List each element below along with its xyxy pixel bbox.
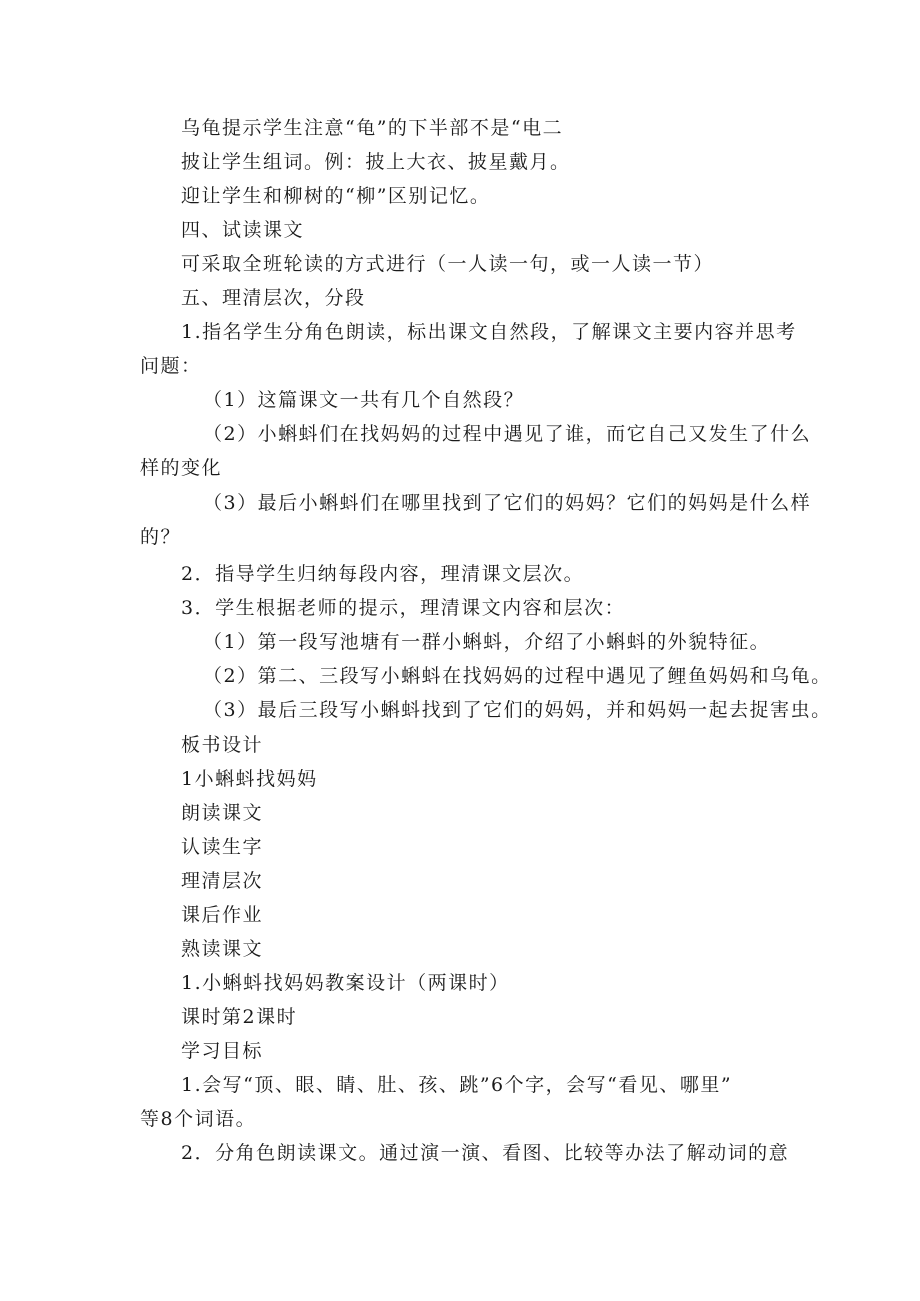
text-line: （3）最后小蝌蚪们在哪里找到了它们的妈妈？它们的妈妈是什么样 — [203, 492, 812, 514]
section-heading: 五、理清层次，分段 — [181, 287, 366, 309]
text-line: 1.指名学生分角色朗读，标出课文自然段，了解课文主要内容并思考 — [181, 321, 797, 343]
text-line: 朗读课文 — [181, 802, 264, 824]
text-line: （3）最后三段写小蝌蚪找到了它们的妈妈，并和妈妈一起去捉害虫。 — [203, 699, 832, 721]
text-line: 3．学生根据老师的提示，理清课文内容和层次： — [181, 597, 626, 619]
section-heading: 1.小蝌蚪找妈妈教案设计（两课时） — [181, 972, 510, 994]
text-line: 乌龟提示学生注意“龟”的下半部不是“电二 — [181, 117, 564, 139]
text-line: 1.会写“顶、眼、睛、肚、孩、跳”6个字，会写“看见、哪里” — [181, 1074, 733, 1096]
text-line: （1）这篇课文一共有几个自然段？ — [203, 389, 525, 411]
text-line: 认读生字 — [181, 836, 264, 858]
text-line: 理清层次 — [181, 870, 264, 892]
text-line: （2）小蝌蚪们在找妈妈的过程中遇见了谁，而它自己又发生了什么 — [203, 423, 812, 445]
text-line: 样的变化 — [140, 457, 223, 479]
text-line: 披让学生组词。例：披上大衣、披星戴月。 — [181, 151, 571, 173]
text-line: 课后作业 — [181, 904, 264, 926]
text-line: 2．分角色朗读课文。通过演一演、看图、比较等办法了解动词的意 — [181, 1142, 790, 1164]
text-line: （1）第一段写池塘有一群小蝌蚪，介绍了小蝌蚪的外貌特征。 — [203, 631, 771, 653]
section-heading: 学习目标 — [181, 1040, 264, 1062]
text-line: 熟读课文 — [181, 938, 264, 960]
text-line: 的？ — [140, 526, 182, 548]
section-heading: 四、试读课文 — [181, 219, 305, 241]
text-line: 2．指导学生归纳每段内容，理清课文层次。 — [181, 563, 585, 585]
text-line: 问题： — [140, 355, 202, 377]
section-heading: 板书设计 — [181, 734, 264, 756]
text-line: （2）第二、三段写小蝌蚪在找妈妈的过程中遇见了鲤鱼妈妈和乌龟。 — [203, 665, 832, 687]
text-line: 等8个词语。 — [140, 1108, 257, 1130]
text-line: 迎让学生和柳树的“柳”区别记忆。 — [181, 185, 491, 207]
text-line: 课时第2课时 — [181, 1006, 298, 1028]
text-line: 1小蝌蚪找妈妈 — [181, 768, 318, 790]
text-line: 可采取全班轮读的方式进行（一人读一句，或一人读一节） — [181, 253, 715, 275]
